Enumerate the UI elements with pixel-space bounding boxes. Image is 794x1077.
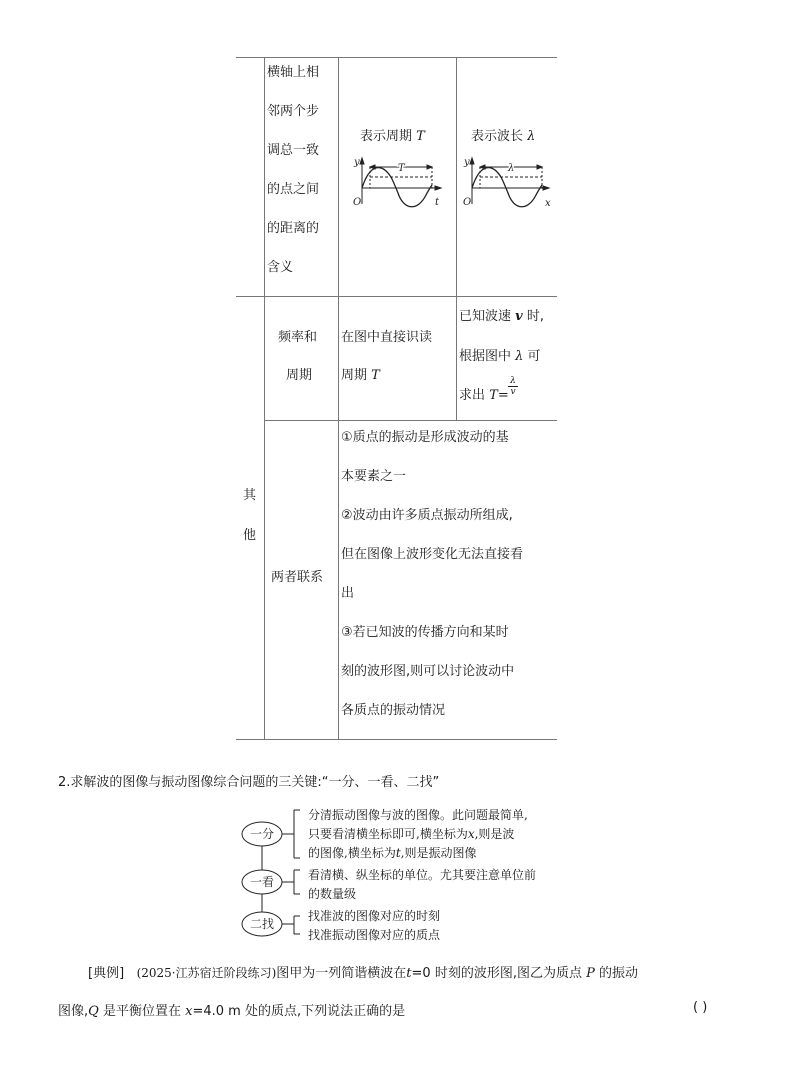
origin-label: O [353, 197, 362, 208]
table-line [236, 296, 557, 297]
freq-wave-line2: 根据图中 λ 可 [459, 349, 541, 364]
node-label: 一分 [249, 827, 275, 841]
freq-vib-line2: 周期 T [341, 368, 380, 383]
link-line: 本要素之一 [341, 469, 407, 484]
key2-text [308, 866, 536, 904]
label-line: 横轴上相 [267, 65, 320, 80]
example-source: (2025·江苏宿迁阶段练习) [136, 966, 277, 980]
row-freq-label-1: 频率和 [278, 330, 318, 345]
span-label: T [398, 163, 405, 174]
vibration-graph [348, 155, 448, 221]
span-arrow [370, 165, 375, 169]
link-line: 但在图像上波形变化无法直接看 [341, 547, 524, 562]
span-arrow [427, 165, 432, 169]
key3-line: 找准振动图像对应的质点 [308, 928, 441, 942]
section-heading: 2.求解波的图像与振动图像综合问题的三关键:“一分、一看、二找” [58, 775, 440, 790]
freq-vib-line1: 在图中直接识读 [341, 330, 433, 345]
x-axis-arrow [435, 186, 441, 190]
wavelength-caption: 表示波长 λ [471, 129, 536, 144]
row-link-label: 两者联系 [271, 570, 324, 585]
fraction-numerator: λ [510, 376, 516, 386]
link-line: ③若已知波的传播方向和某时 [341, 625, 509, 640]
label-line: 的点之间 [267, 182, 320, 197]
span-arrow [537, 165, 542, 169]
key1-line: 的图像,横坐标为t,则是振动图像 [308, 846, 477, 860]
table-line [338, 57, 339, 739]
node-label: 二找 [249, 917, 275, 931]
y-axis-arrow [360, 158, 364, 164]
axis-y-label: y [354, 157, 360, 168]
sine-curve [362, 168, 432, 207]
bracket [282, 916, 300, 934]
label-line: 含义 [267, 260, 294, 275]
row-freq-label-2: 周期 [286, 368, 313, 383]
example-tag: [典例] [88, 966, 125, 981]
label-line: 邻两个步 [267, 104, 320, 119]
span-arrow [480, 165, 485, 169]
sine-curve [472, 168, 542, 207]
x-axis-arrow [543, 186, 549, 190]
link-line: 各质点的振动情况 [341, 703, 446, 718]
key1-text [308, 806, 528, 863]
bracket [282, 870, 300, 894]
table-line [264, 57, 265, 739]
node-label: 一看 [249, 875, 275, 889]
axis-x-label: x [545, 198, 551, 209]
other-label-2: 他 [243, 528, 257, 543]
freq-wave-line1: 已知波速 v 时, [459, 309, 544, 324]
example-line1: [典例] (2025·江苏宿迁阶段练习)图甲为一列简谐横波在t=0 时刻的波形图,图乙为质点 P 的振动 [88, 966, 639, 981]
key2-line: 看清横、纵坐标的单位。尤其要注意单位前 [308, 868, 537, 882]
key1-line: 分清振动图像与波的图像。此问题最简单, [308, 808, 528, 822]
label-line: 调总一致 [267, 143, 320, 158]
link-line: 出 [341, 586, 355, 601]
origin-label: O [463, 197, 472, 208]
other-label-1: 其 [243, 488, 257, 503]
key3-line: 找准波的图像对应的时刻 [308, 909, 441, 923]
period-caption: 表示周期 T [360, 129, 425, 144]
key3-text [308, 907, 440, 945]
link-line: 刻的波形图,则可以讨论波动中 [341, 664, 515, 679]
wave-graph [458, 155, 558, 221]
fraction-denominator: v [508, 386, 518, 397]
table-line [456, 57, 457, 421]
key1-line: 只要看清横坐标即可,横坐标为x,则是波 [308, 827, 515, 841]
bracket [282, 810, 300, 858]
y-axis-arrow [470, 158, 474, 164]
key2-line: 的数量级 [308, 887, 357, 901]
answer-paren: ( ) [693, 1000, 708, 1015]
row-meaning-label [267, 53, 337, 287]
link-line: ①质点的振动是形成波动的基 [341, 430, 509, 445]
freq-wave-line3: 求出 T= [459, 388, 509, 403]
axis-x-label: t [435, 197, 440, 208]
table-line [236, 739, 557, 740]
link-line: ②波动由许多质点振动所组成, [341, 508, 513, 523]
row-link-content [341, 418, 556, 730]
span-label: λ [508, 163, 515, 174]
formula-fraction [508, 376, 518, 397]
label-line: 的距离的 [267, 221, 320, 236]
axis-y-label: y [464, 157, 470, 168]
example-line2: 图像,Q 是平衡位置在 x=4.0 m 处的质点,下列说法正确的是 [58, 1004, 406, 1019]
